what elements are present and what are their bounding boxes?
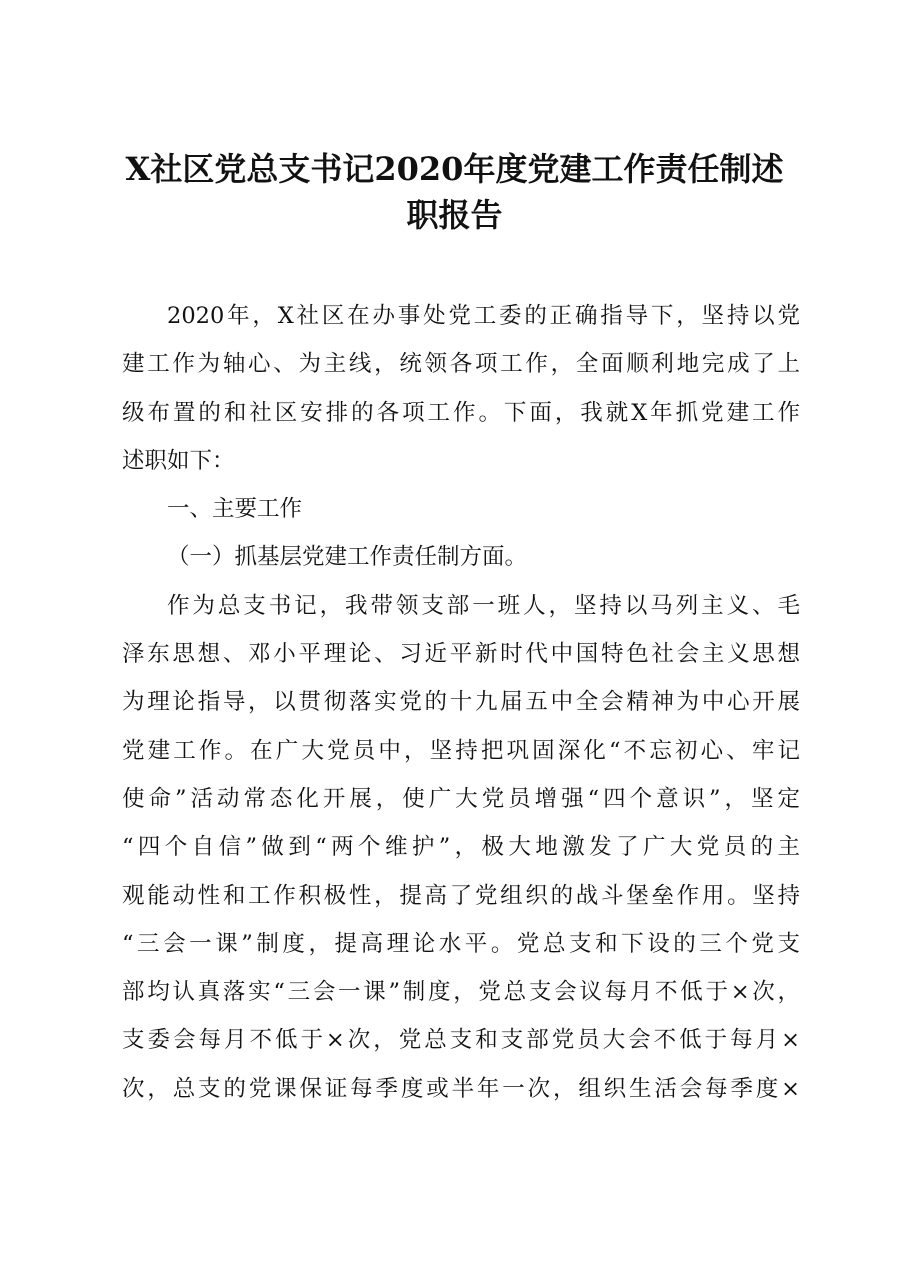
text-line: 部均认真落实“三会一课”制度，党总支会议每月不低于×次， [122, 979, 800, 1006]
text-line: 观能动性和工作积极性，提高了党组织的战斗堡垒作用。坚持 [122, 882, 800, 909]
text-line: 一、主要工作 [167, 496, 303, 523]
text-line: 建工作为轴心、为主线，统领各项工作，全面顺利地完成了上 [122, 351, 800, 378]
text-line: “四个自信”做到“两个维护”，极大地激发了广大党员的主 [122, 834, 800, 861]
paragraph-main [122, 582, 800, 1113]
section-heading [122, 485, 800, 533]
text-line: 级布置的和社区安排的各项工作。下面，我就X年抓党建工作 [122, 399, 800, 426]
text-line: 述职如下： [122, 447, 235, 474]
text-line: 作为总支书记，我带领支部一班人，坚持以马列主义、毛 [167, 592, 800, 619]
text-line: 次，总支的党课保证每季度或半年一次，组织生活会每季度× [122, 1075, 800, 1102]
text-line: （一）抓基层党建工作责任制方面。 [167, 544, 528, 571]
text-line: 泽东思想、邓小平理论、习近平新时代中国特色社会主义思想 [122, 641, 800, 668]
document-body [122, 292, 800, 1113]
text-line: “三会一课”制度，提高理论水平。党总支和下设的三个党支 [122, 930, 800, 957]
paragraph-intro [122, 292, 800, 485]
document-title [110, 146, 799, 238]
text-line: 使命”活动常态化开展，使广大党员增强“四个意识”，坚定 [122, 785, 800, 812]
text-line: 为理论指导，以贯彻落实党的十九届五中全会精神为中心开展 [122, 689, 800, 716]
title-line-1: X社区党总支书记2020年度党建工作责任制述 [125, 150, 784, 188]
text-line: 2020年，X社区在办事处党工委的正确指导下，坚持以党 [167, 303, 800, 329]
text-line: 党建工作。在广大党员中，坚持把巩固深化“不忘初心、牢记 [122, 737, 800, 764]
title-line-2: 职报告 [406, 196, 503, 234]
text-line: 支委会每月不低于×次，党总支和支部党员大会不低于每月× [122, 1027, 800, 1054]
subsection-heading [122, 533, 800, 581]
